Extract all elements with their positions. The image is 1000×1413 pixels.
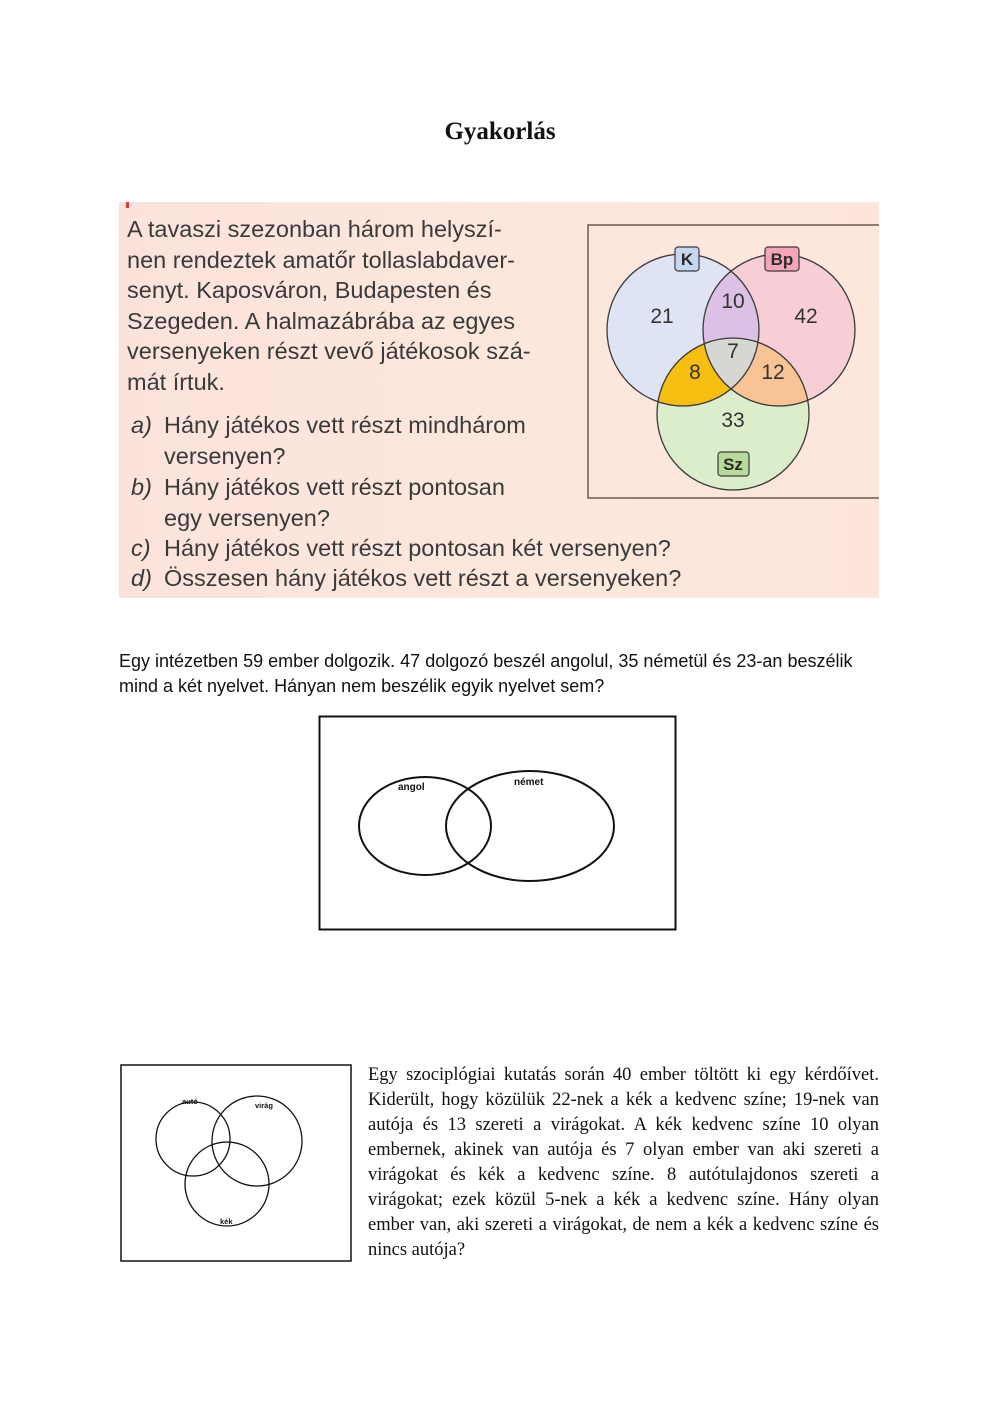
venn-diagram-survey [120,1064,352,1262]
value-k-only: 21 [650,305,674,328]
intro-line: mát írtuk. [127,368,225,395]
label-kek: kék [220,1217,233,1226]
question-text: Hány játékos vett részt mindhárom [164,412,526,438]
question-d [131,563,681,594]
question-text: Hány játékos vett részt pontosan két versenyen? [164,535,671,561]
venn-diagram-tournaments [587,224,879,500]
venn-frame [121,1065,351,1261]
label-k: K [680,250,694,269]
exercise-3-text: Egy szociplógiai kutatás során 40 ember töltött ki egy kérdőívet. Kiderült, hogy közülük 22-nek a kék a kedvenc színe; 19-nek van autója és 13 szereti a virágokat. A kék kedvenc színe 10 olyan embernek, akinek van autója és 7 olyan ember van aki szereti a virágokat és kék a kedvenc színe. 8 autótulajdonos szereti a virágokat; ezek közül 5-nek a kék a kedvenc színe. Hány olyan ember van, aki szereti a virágokat, de nem a kék a kedvenc színe és nincs autója? [368,1065,879,1260]
value-bp-sz: 12 [761,361,785,384]
exercise-1-intro [127,214,567,397]
value-k-bp: 10 [721,290,745,313]
label-auto: autó [182,1097,198,1106]
intro-line: versenyeken részt vevő játékosok szá- [127,338,531,364]
red-marker [126,202,129,208]
question-c [131,533,671,564]
question-b [131,472,505,533]
intro-line: nen rendeztek amatőr tollaslabdaver- [127,246,515,273]
venn-frame [320,717,676,930]
value-k-sz: 8 [689,361,701,384]
intro-line: A tavaszi szezonban három helyszí- [127,216,502,242]
intro-line: senyt. Kaposváron, Budapesten és [127,277,492,303]
question-text-cont: egy versenyen? [164,504,330,531]
page-title: Gyakorlás [444,118,556,145]
exercise-2-text: Egy intézetben 59 ember dolgozik. 47 dolgozó beszél angolul, 35 németül és 23-an beszélik mind a két nyelvet. Hányan nem beszélik egyik nyelvet sem? [119,651,853,696]
venn-diagram-languages [318,715,677,931]
label-virag: virág [255,1101,273,1110]
question-letter: d) [131,565,152,591]
label-bp: Bp [770,250,794,269]
question-text-cont: versenyen? [164,442,286,469]
question-text: Hány játékos vett részt pontosan [164,474,505,500]
question-text: Összesen hány játékos vett részt a versenyeken? [164,565,682,591]
question-letter: b) [131,474,152,500]
label-sz: Sz [723,455,743,474]
intro-line: Szegeden. A halmazábrába az egyes [127,307,516,334]
value-bp-only: 42 [794,305,818,328]
label-angol: angol [398,782,425,793]
question-letter: a) [131,412,152,438]
question-letter: c) [131,535,151,561]
value-sz-only: 33 [721,409,745,432]
question-a [131,410,526,471]
value-all-three: 7 [727,340,739,363]
exercise-1-box [119,202,879,598]
label-nemet: német [514,777,544,788]
